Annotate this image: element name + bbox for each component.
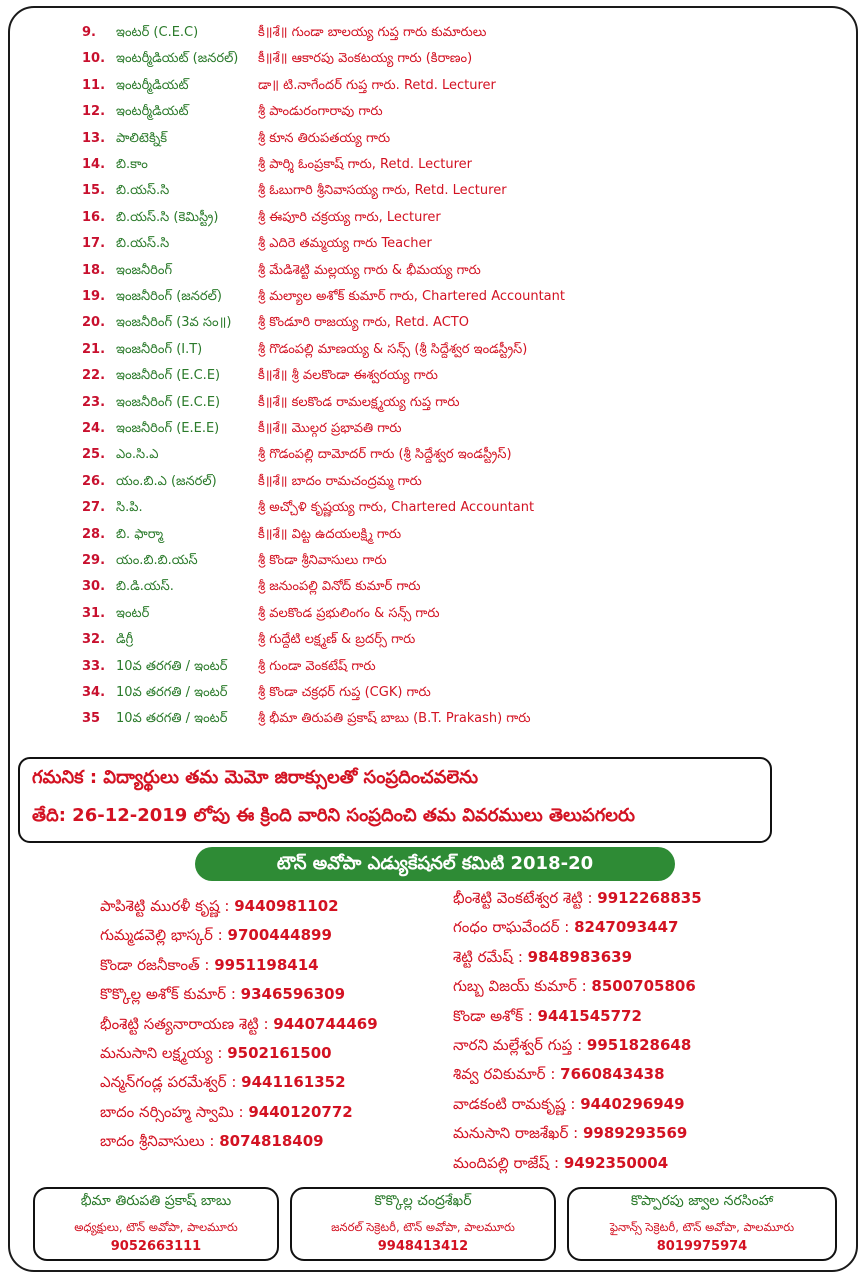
award-donor: డా॥ టి.నాగేందర్ గుప్త గారు. Retd. Lecturer: [258, 77, 496, 93]
member-contact: [453, 1002, 642, 1030]
award-course: బి.డి.యస్.: [116, 579, 174, 595]
award-number: 10.: [82, 51, 106, 67]
award-row: [0, 706, 868, 732]
award-course: డిగ్రీ: [116, 632, 134, 648]
award-course: సి.పి.: [116, 500, 143, 516]
award-number: 27.: [82, 500, 106, 516]
award-donor: శ్రీ కూన తిరుపతయ్య గారు: [258, 130, 391, 146]
award-course: ఇంజనీరింగ్ (E.C.E): [116, 394, 221, 410]
member-contact: [453, 943, 632, 971]
award-course: ఇంజనీరింగ్ (I.T): [116, 341, 203, 357]
award-row: [0, 310, 868, 336]
office-bearer-name: భీమా తిరుపతి ప్రకాష్ బాబు: [80, 1193, 232, 1209]
award-course: ఇంటర్: [116, 605, 150, 621]
office-bearer-card: [567, 1187, 837, 1261]
member-phone: 9492350004: [563, 1153, 669, 1172]
member-name: బాదం శ్రీనివాసులు :: [100, 1132, 220, 1151]
award-donor: శ్రీ మల్యాల అశోక్ కుమార్ గారు, Chartered Accountant: [258, 289, 565, 304]
award-row: [0, 390, 868, 416]
member-phone: 9346596309: [240, 985, 346, 1004]
award-row: [0, 20, 868, 46]
award-donor: శ్రీ ఎదిరె తమ్మయ్య గారు Teacher: [258, 236, 432, 252]
award-course: ఇంజనీరింగ్ (జనరల్): [116, 289, 222, 304]
award-row: [0, 548, 868, 574]
award-row: [0, 654, 868, 680]
member-phone: 8500705806: [591, 977, 696, 996]
member-name: మనుసాని రాజశేఖర్ :: [453, 1124, 583, 1143]
award-donor: శ్రీ అచ్చోళి కృష్ణయ్య గారు, Chartered Accountant: [258, 500, 535, 516]
award-number: 20.: [82, 315, 106, 331]
award-course: ఇంజనీరింగ్ (E.E.E): [116, 421, 220, 436]
award-number: 14.: [82, 157, 106, 172]
award-number: 19.: [82, 289, 106, 304]
member-phone: 9440981102: [234, 897, 339, 915]
award-row: [0, 469, 868, 495]
member-contact: [100, 1039, 332, 1067]
office-bearer-role: అధ్యక్షులు, టౌన్ అవోపా, పాలమూరు: [74, 1220, 238, 1234]
member-name: మనుసాని లక్ష్మయ్య :: [100, 1044, 228, 1062]
award-course: 10వ తరగతి / ఇంటర్: [116, 711, 228, 727]
award-course: ఇంటర్ (C.E.C): [116, 25, 199, 40]
member-contact: [453, 884, 702, 912]
award-row: [0, 126, 868, 152]
award-row: [0, 495, 868, 521]
member-phone: 9951198414: [214, 955, 319, 974]
member-name: శెట్టి రమేష్ :: [453, 947, 528, 966]
award-course: పాలిటెక్నిక్: [116, 130, 168, 146]
award-number: 17.: [82, 236, 106, 252]
award-number: 22.: [82, 368, 106, 384]
member-contact: [453, 913, 679, 941]
award-row: [0, 337, 868, 363]
member-phone: 9441545772: [537, 1006, 642, 1025]
award-course: ఇంటర్మీడియట్: [116, 104, 189, 120]
award-row: [0, 363, 868, 389]
member-phone: 7660843438: [560, 1065, 665, 1084]
award-donor: శ్రీ పాండురంగారావు గారు: [258, 104, 383, 120]
award-course: 10వ తరగతి / ఇంటర్: [116, 658, 228, 674]
member-name: గుబ్బ విజయ్ కుమార్ :: [453, 977, 592, 996]
award-course: ఇంటర్మీడియట్: [116, 77, 189, 93]
award-row: [0, 416, 868, 442]
award-number: 18.: [82, 262, 106, 278]
member-contact: [100, 1010, 378, 1038]
member-phone: 9700444899: [227, 926, 332, 945]
award-course: ఇంజనీరింగ్: [116, 262, 173, 278]
member-name: భీంశెట్టి సత్యనారాయణ శెట్టి :: [100, 1014, 274, 1033]
member-phone: 8074818409: [219, 1132, 324, 1151]
award-donor: శ్రీ ఓబుగారి శ్రీనివాసయ్య గారు, Retd. Lecturer: [258, 183, 507, 199]
award-course: ఎం.సి.ఎ: [116, 447, 159, 463]
award-course: యం.బి.బి.యస్: [116, 553, 198, 568]
award-number: 35: [82, 711, 101, 727]
award-row: [0, 522, 868, 548]
award-row: [0, 205, 868, 231]
award-number: 9.: [82, 25, 96, 40]
member-contact: [100, 892, 339, 920]
member-name: వాడకంటి రామకృష్ణ :: [453, 1094, 581, 1113]
award-number: 15.: [82, 183, 106, 199]
award-number: 21.: [82, 341, 106, 357]
award-row: [0, 231, 868, 257]
member-contact: [453, 1060, 665, 1088]
award-course: యం.బి.ఎ (జనరల్): [116, 473, 217, 489]
award-course: 10వ తరగతి / ఇంటర్: [116, 685, 228, 700]
member-contact: [453, 1119, 687, 1147]
member-phone: 9912268835: [597, 889, 702, 907]
award-number: 28.: [82, 526, 106, 542]
member-name: ఎన్మన్‌గండ్ల పరమేశ్వర్ :: [100, 1073, 242, 1092]
award-row: [0, 73, 868, 99]
member-name: భీంశెట్టి వెంకటేశ్వర శెట్టి :: [453, 889, 598, 907]
award-row: [0, 601, 868, 627]
award-number: 12.: [82, 104, 106, 120]
member-name: కొక్కొల్ల అశోక్ కుమార్ :: [100, 985, 241, 1004]
award-donor: కీ॥శే॥ కలకొండ రామలక్ష్మయ్య గుప్త గారు: [258, 394, 460, 410]
award-number: 33.: [82, 658, 106, 674]
award-row: [0, 258, 868, 284]
office-bearer-phone: 8019975974: [656, 1239, 748, 1254]
award-number: 13.: [82, 130, 106, 146]
member-contact: [100, 1127, 324, 1155]
award-row: [0, 680, 868, 706]
member-name: గంధం రాఘవేందర్ :: [453, 918, 575, 937]
member-phone: 9441161352: [241, 1073, 346, 1092]
member-phone: 9502161500: [227, 1044, 332, 1062]
award-donor: కీ॥శే॥ ఆకారపు వెంకటయ్య గారు (కిరాణం): [258, 51, 473, 67]
award-number: 26.: [82, 473, 106, 489]
award-donor: కీ॥శే॥ బాదం రామచంద్రమ్మ గారు: [258, 473, 422, 489]
award-course: బి.కాం: [116, 157, 148, 172]
office-bearer-role: జనరల్ సెక్రెటరీ, టౌన్ అవోపా, పాలమూరు: [331, 1220, 515, 1234]
member-name: బాదం నర్సింహ్మ స్వామి :: [100, 1102, 249, 1121]
award-course: ఇంజనీరింగ్ (3వ సం॥): [116, 315, 232, 331]
award-number: 34.: [82, 685, 106, 700]
office-bearer-phone: 9052663111: [110, 1239, 202, 1254]
member-contact: [100, 980, 345, 1008]
award-row: [0, 46, 868, 72]
office-bearer-phone: 9948413412: [377, 1239, 469, 1254]
office-bearer-card: [33, 1187, 279, 1261]
office-bearer-card: [290, 1187, 556, 1261]
award-donor: శ్రీ ఈపూరి చక్రయ్య గారు, Lecturer: [258, 209, 441, 225]
member-phone: 8247093447: [574, 918, 679, 937]
office-bearer-name: కొప్పారపు జ్వాల నరసింహా: [630, 1193, 774, 1209]
member-phone: 9440120772: [248, 1102, 353, 1121]
award-number: 32.: [82, 632, 106, 648]
award-course: బి.యస్.సి: [116, 183, 170, 199]
member-contact: [453, 1090, 685, 1118]
member-name: నారని మల్లేశ్వర్ గుప్త :: [453, 1036, 587, 1054]
award-number: 30.: [82, 579, 106, 595]
award-donor: కీ॥శే॥ శ్రీ వలకొండా ఈశ్వరయ్య గారు: [258, 368, 438, 384]
award-number: 23.: [82, 394, 106, 410]
award-donor: శ్రీ గుండా వెంకటేష్ గారు: [258, 658, 376, 674]
award-donor: శ్రీ జనుంపల్లి వినోద్ కుమార్ గారు: [258, 579, 421, 595]
member-name: గుమ్మడవెల్లి భాస్కర్ :: [100, 926, 228, 945]
award-course: బి. ఫార్మా: [116, 526, 164, 542]
award-donor: శ్రీ వలకొండ ప్రభులింగం & సన్స్ గారు: [258, 605, 440, 621]
member-name: పాపిశెట్టి మురళీ కృష్ణ :: [100, 897, 235, 915]
award-course: ఇంటర్మీడియట్ (జనరల్): [116, 51, 239, 67]
award-donor: శ్రీ పార్శి ఓంప్రకాష్ గారు, Retd. Lecturer: [258, 157, 473, 172]
member-phone: 9440296949: [580, 1094, 685, 1113]
member-contact: [100, 951, 319, 979]
member-name: శివ్వ రవికుమార్ :: [453, 1065, 561, 1084]
member-contact: [100, 1098, 353, 1126]
award-number: 25.: [82, 447, 106, 463]
member-contact: [100, 1068, 346, 1096]
award-number: 31.: [82, 605, 106, 621]
award-row: [0, 627, 868, 653]
award-number: 16.: [82, 209, 106, 225]
member-phone: 9951828648: [586, 1036, 692, 1054]
award-donor: కీ॥శే॥ గుండా బాలయ్య గుప్త గారు కుమారులు: [258, 25, 487, 40]
member-phone: 9848983639: [527, 947, 633, 966]
committee-banner: టౌన్ అవోపా ఎడ్యుకేషనల్ కమిటి 2018-20: [195, 847, 675, 881]
award-row: [0, 99, 868, 125]
member-phone: 9440744469: [273, 1014, 378, 1033]
notice-line-2: తేది: 26-12-2019 లోపు ఈ క్రింది వారిని సంప్రదించి తమ వివరములు తెలుపగలరు: [32, 805, 635, 826]
award-donor: శ్రీ కొండా చక్రధర్ గుప్త (CGK) గారు: [258, 685, 431, 700]
award-donor: శ్రీ గుద్దేటి లక్ష్మణ్ & బ్రదర్స్ గారు: [258, 632, 416, 648]
award-donor: శ్రీ కొండూరి రాజయ్య గారు, Retd. ACTO: [258, 315, 469, 331]
notice-box: [18, 757, 772, 843]
award-course: ఇంజనీరింగ్ (E.C.E): [116, 368, 221, 384]
award-number: 11.: [82, 77, 106, 93]
member-contact: [453, 1031, 691, 1059]
notice-line-1: గమనిక : విద్యార్థులు తమ మెమో జిరాక్సులతో సంప్రదించవలెను: [32, 767, 479, 788]
award-row: [0, 178, 868, 204]
award-donor: శ్రీ భీమా తిరుపతి ప్రకాష్ బాబు (B.T. Prakash) గారు: [258, 711, 531, 727]
award-row: [0, 152, 868, 178]
award-row: [0, 442, 868, 468]
award-donor: శ్రీ మేడిశెట్టి మల్లయ్య గారు & భీమయ్య గారు: [258, 262, 481, 278]
member-phone: 9989293569: [582, 1124, 688, 1143]
award-number: 24.: [82, 421, 106, 436]
office-bearer-name: కొక్కొల్ల చంద్రశేఖర్: [374, 1193, 472, 1209]
award-number: 29.: [82, 553, 106, 568]
member-contact: [453, 972, 696, 1000]
award-course: బి.యస్.సి (కెమిస్ట్రీ): [116, 209, 219, 225]
award-row: [0, 284, 868, 310]
award-donor: శ్రీ గొడంపల్లి దామోదర్ గారు (శ్రీ సిద్దేశ్వర ఇండస్ట్రీస్): [258, 447, 512, 463]
award-donor: శ్రీ కొండా శ్రీనివాసులు గారు: [258, 553, 387, 568]
award-donor: కీ॥శే॥ మొల్గర ప్రభావతి గారు: [258, 421, 402, 436]
office-bearer-role: ఫైనాన్స్ సెక్రెటరీ, టౌన్ అవోపా, పాలమూరు: [609, 1220, 795, 1234]
award-donor: కీ॥శే॥ విట్ట ఉదయలక్ష్మి గారు: [258, 526, 402, 542]
award-course: బి.యస్.సి: [116, 236, 170, 252]
member-name: మందిపల్లి రాజేష్ :: [453, 1153, 564, 1172]
member-name: కొండా రజనీకాంత్ :: [100, 955, 215, 974]
award-row: [0, 574, 868, 600]
member-name: కొండా అశోక్ :: [453, 1006, 538, 1025]
member-contact: [100, 921, 332, 949]
member-contact: [453, 1149, 668, 1177]
award-donor: శ్రీ గొడంపల్లి మాణయ్య & సన్స్ (శ్రీ సిద్దేశ్వర ఇండస్ట్రీస్): [258, 341, 528, 357]
